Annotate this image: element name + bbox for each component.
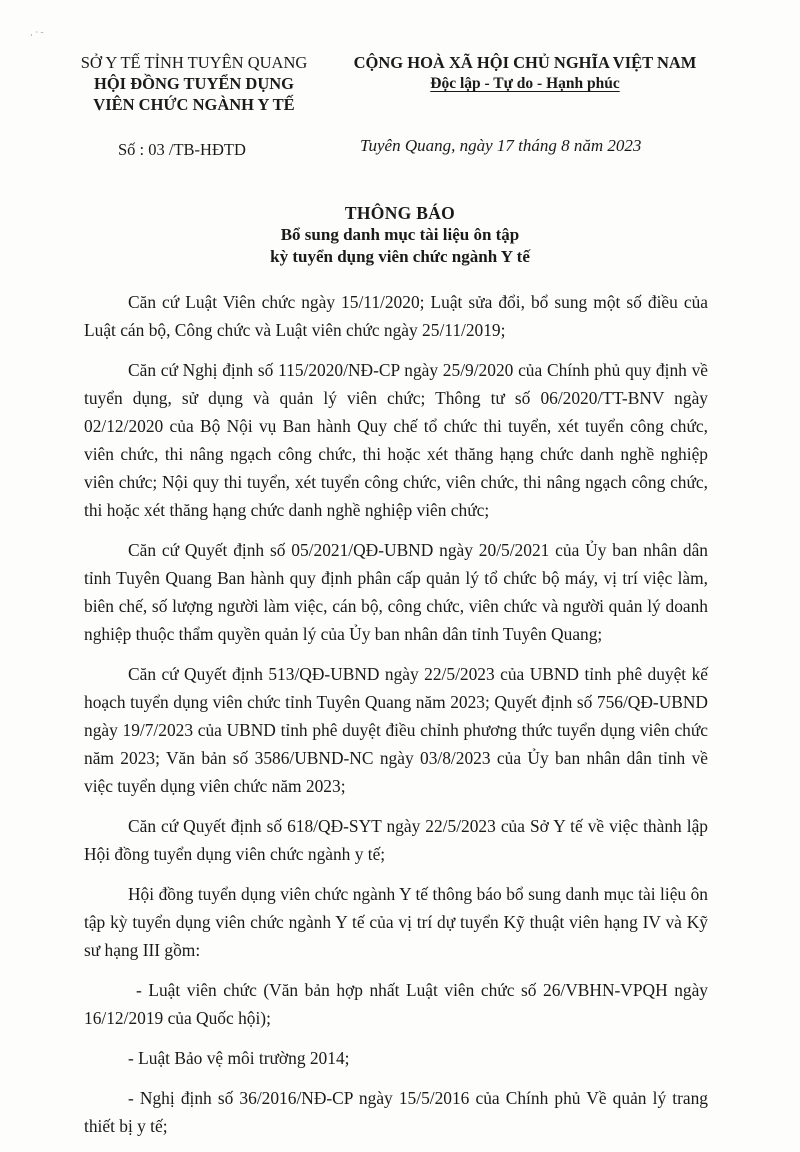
issuer-council-sector: VIÊN CHỨC NGÀNH Y TẾ: [93, 95, 295, 114]
national-title: CỘNG HOÀ XÃ HỘI CHỦ NGHĨA VIỆT NAM: [353, 53, 697, 72]
document-date: Tuyên Quang, ngày 17 tháng 8 năm 2023: [360, 136, 642, 155]
paragraph-legal-basis-5: Căn cứ Quyết định số 618/QĐ-SYT ngày 22/5/2023 của Sở Y tế về việc thành lập Hội đồng tuyển dụng viên chức ngành y tế;: [84, 816, 708, 864]
document-title-block: [0, 202, 800, 268]
document-subtitle-1: Bổ sung danh mục tài liệu ôn tập: [280, 225, 520, 244]
paragraph-legal-basis-4: Căn cứ Quyết định 513/QĐ-UBND ngày 22/5/2023 của UBND tỉnh phê duyệt kế hoạch tuyển dụng viên chức tỉnh Tuyên Quang năm 2023; Quyết định số 756/QĐ-UBND ngày 19/7/2023 của UBND tỉnh phê duyệt điều chỉnh phương thức tuyển dụng viên chức năm 2023; Văn bản số 3586/UBND-NC ngày 03/8/2023 của Ủy ban nhân dân tỉnh về việc tuyển dụng viên chức năm 2023;: [84, 664, 708, 796]
scan-artifact: · ˙ ¨: [30, 30, 44, 40]
national-header: [330, 52, 720, 95]
issuer-header: [44, 52, 344, 115]
paragraph-legal-basis-1: Căn cứ Luật Viên chức ngày 15/11/2020; Luật sửa đổi, bổ sung một số điều của Luật cán bộ, Công chức và Luật viên chức ngày 25/11/2019;: [84, 292, 708, 340]
paragraph-legal-basis-2: Căn cứ Nghị định số 115/2020/NĐ-CP ngày 25/9/2020 của Chính phủ quy định về tuyển dụng, sử dụng và quản lý viên chức; Thông tư số 06/2020/TT-BNV ngày 02/12/2020 của Bộ Nội vụ Ban hành Quy chế tổ chức thi tuyển, xét tuyển công chức, viên chức, thi nâng ngạch công chức, thi hoặc xét thăng hạng chức danh nghề nghiệp viên chức; Nội quy thi tuyển, xét tuyển công chức, viên chức, thi nâng ngạch công chức, thi hoặc xét thăng hạng chức danh nghề nghiệp viên chức;: [84, 360, 708, 520]
list-item-document-1: - Luật viên chức (Văn bản hợp nhất Luật viên chức số 26/VBHN-VPQH ngày 16/12/2019 của Quốc hội);: [84, 980, 708, 1028]
issuer-council: HỘI ĐỒNG TUYỂN DỤNG: [93, 74, 294, 93]
document-title: THÔNG BÁO: [344, 203, 456, 223]
document-number: Số : 03 /TB-HĐTD: [118, 140, 246, 159]
paragraph-legal-basis-3: Căn cứ Quyết định số 05/2021/QĐ-UBND ngày 20/5/2021 của Ủy ban nhân dân tỉnh Tuyên Quang Ban hành quy định phân cấp quản lý tổ chức bộ máy, vị trí việc làm, biên chế, số lượng người làm việc, cán bộ, công chức, viên chức và người quản lý doanh nghiệp thuộc thẩm quyền quản lý của Ủy ban nhân dân tỉnh Tuyên Quang;: [84, 540, 708, 644]
list-item-document-2: - Luật Bảo vệ môi trường 2014;: [128, 1048, 350, 1068]
document-subtitle-2: kỳ tuyển dụng viên chức ngành Y tế: [270, 247, 530, 266]
paragraph-announcement: Hội đồng tuyển dụng viên chức ngành Y tế thông báo bổ sung danh mục tài liệu ôn tập kỳ tuyển dụng viên chức ngành Y tế của vị trí dự tuyển Kỹ thuật viên hạng IV và Kỹ sư hạng III gồm:: [84, 884, 708, 960]
list-item-document-3: - Nghị định số 36/2016/NĐ-CP ngày 15/5/2016 của Chính phủ Về quản lý trang thiết bị y tế;: [84, 1088, 708, 1136]
document-body: [84, 288, 708, 1152]
issuer-department: SỞ Y TẾ TỈNH TUYÊN QUANG: [80, 53, 308, 72]
national-motto: Độc lập - Tự do - Hạnh phúc: [430, 75, 620, 92]
